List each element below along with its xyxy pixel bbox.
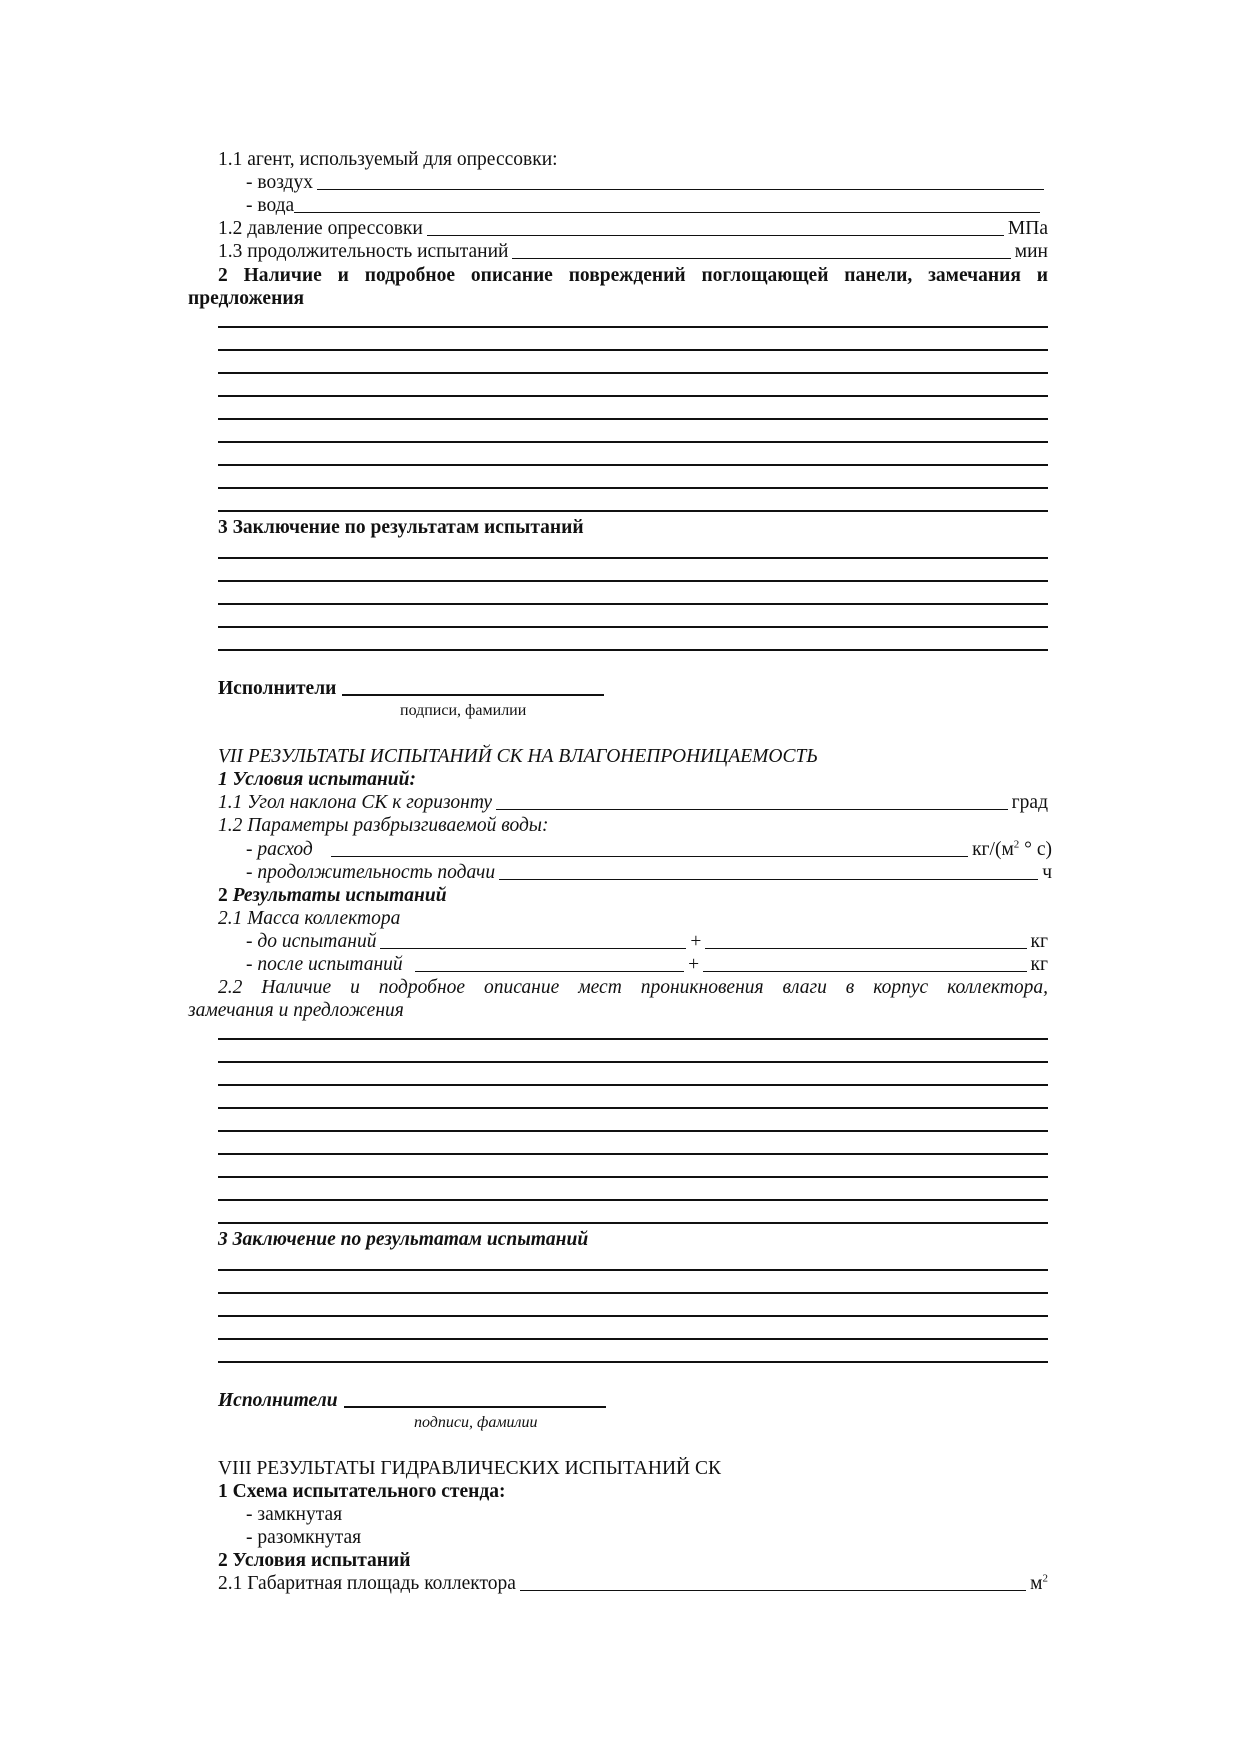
answer-line[interactable] <box>218 557 1048 559</box>
answer-line[interactable] <box>218 1107 1048 1109</box>
scheme-closed-option[interactable]: - замкнутая <box>246 1504 343 1525</box>
section-viii-title: VIII РЕЗУЛЬТАТЫ ГИДРАВЛИЧЕСКИХ ИСПЫТАНИЙ СК <box>218 1458 722 1479</box>
spray-params-heading: 1.2 Параметры разбрызгиваемой воды: <box>218 815 549 836</box>
duration-field: 1.3 продолжительность испытаний мин <box>218 241 1048 262</box>
scheme-open-option[interactable]: - разомкнутая <box>246 1527 362 1548</box>
angle-blank[interactable] <box>496 809 1008 810</box>
duration-blank[interactable] <box>512 258 1010 259</box>
results-heading: 2 Результаты испытаний <box>218 885 447 906</box>
answer-line[interactable] <box>218 1176 1048 1178</box>
performers-signature-vii: Исполнители <box>218 1389 606 1412</box>
supply-duration-blank[interactable] <box>499 879 1038 880</box>
answer-line[interactable] <box>218 487 1048 489</box>
scheme-heading: 1 Схема испытательного стенда: <box>218 1481 506 1502</box>
answer-line[interactable] <box>218 1292 1048 1294</box>
answer-line[interactable] <box>218 326 1048 328</box>
flow-blank[interactable] <box>331 856 968 857</box>
conclusion-heading-vii: 3 Заключение по результатам испытаний <box>218 1229 589 1250</box>
area-unit: $м^2$ <box>1030 1572 1048 1594</box>
answer-line[interactable] <box>218 395 1048 397</box>
mass-heading: 2.1 Масса коллектора <box>218 908 401 929</box>
answer-line[interactable] <box>218 1084 1048 1086</box>
answer-line[interactable] <box>218 1338 1048 1340</box>
answer-line[interactable] <box>218 626 1048 628</box>
mass-before-field: - до испытаний + кг <box>246 931 1048 952</box>
angle-field: 1.1 Угол наклона СК к горизонту град <box>218 792 1048 813</box>
answer-line[interactable] <box>218 1130 1048 1132</box>
area-blank[interactable] <box>520 1590 1026 1591</box>
water-blank[interactable] <box>294 212 1040 213</box>
answer-line[interactable] <box>218 1061 1048 1063</box>
signature-caption-vii: подписи, фамилии <box>414 1414 538 1431</box>
answer-line[interactable] <box>218 1153 1048 1155</box>
conditions-heading-viii: 2 Условия испытаний <box>218 1550 411 1571</box>
flow-field: - расход $кг/(м^2$ ° с) <box>246 838 1052 860</box>
performers-signature: Исполнители <box>218 677 604 700</box>
answer-line[interactable] <box>218 1222 1048 1224</box>
mass-before-blank[interactable] <box>380 948 686 949</box>
answer-line[interactable] <box>218 1361 1048 1363</box>
pressure-blank[interactable] <box>427 235 1004 236</box>
area-field: 2.1 Габаритная площадь коллектора $м^2$ <box>218 1572 1048 1594</box>
answer-line[interactable] <box>218 372 1048 374</box>
signature-blank[interactable] <box>342 694 604 696</box>
mass-after-field: - после испытаний + кг <box>246 954 1048 975</box>
supply-duration-field: - продолжительность подачи ч <box>246 862 1052 883</box>
section-vii-title: VII РЕЗУЛЬТАТЫ ИСПЫТАНИЙ СК НА ВЛАГОНЕПРОНИЦАЕМОСТЬ <box>218 746 818 767</box>
answer-line[interactable] <box>218 1315 1048 1317</box>
answer-line[interactable] <box>218 441 1048 443</box>
damage-heading: 2 Наличие и подробное описание повреждений поглощающей панели, замечания и предложения <box>188 265 1048 309</box>
conclusion-heading: 3 Заключение по результатам испытаний <box>218 517 584 538</box>
answer-line[interactable] <box>218 1199 1048 1201</box>
agent-water-field: - вода <box>246 194 1044 217</box>
answer-line[interactable] <box>218 1269 1048 1271</box>
signature-blank[interactable] <box>344 1406 606 1408</box>
answer-line[interactable] <box>218 510 1048 512</box>
moisture-heading: 2.2 Наличие и подробное описание мест проникновения влаги в корпус коллектора, замечания и предложения <box>188 977 1048 1021</box>
answer-line[interactable] <box>218 603 1048 605</box>
answer-line[interactable] <box>218 580 1048 582</box>
air-blank[interactable] <box>317 189 1044 190</box>
pressure-field: 1.2 давление опрессовки МПа <box>218 218 1048 239</box>
item-1-1-agent: 1.1 агент, используемый для опрессовки: <box>218 149 558 170</box>
answer-line[interactable] <box>218 349 1048 351</box>
conditions-heading: 1 Условия испытаний: <box>218 769 416 790</box>
answer-line[interactable] <box>218 1038 1048 1040</box>
answer-line[interactable] <box>218 649 1048 651</box>
mass-after-blank[interactable] <box>415 971 684 972</box>
answer-line[interactable] <box>218 464 1048 466</box>
signature-caption: подписи, фамилии <box>400 702 527 719</box>
answer-line[interactable] <box>218 418 1048 420</box>
flow-unit: $кг/(м^2$ ° с) <box>972 838 1052 860</box>
mass-after-tolerance-blank[interactable] <box>703 971 1026 972</box>
mass-before-tolerance-blank[interactable] <box>705 948 1026 949</box>
agent-air-field: - воздух <box>246 171 1048 194</box>
